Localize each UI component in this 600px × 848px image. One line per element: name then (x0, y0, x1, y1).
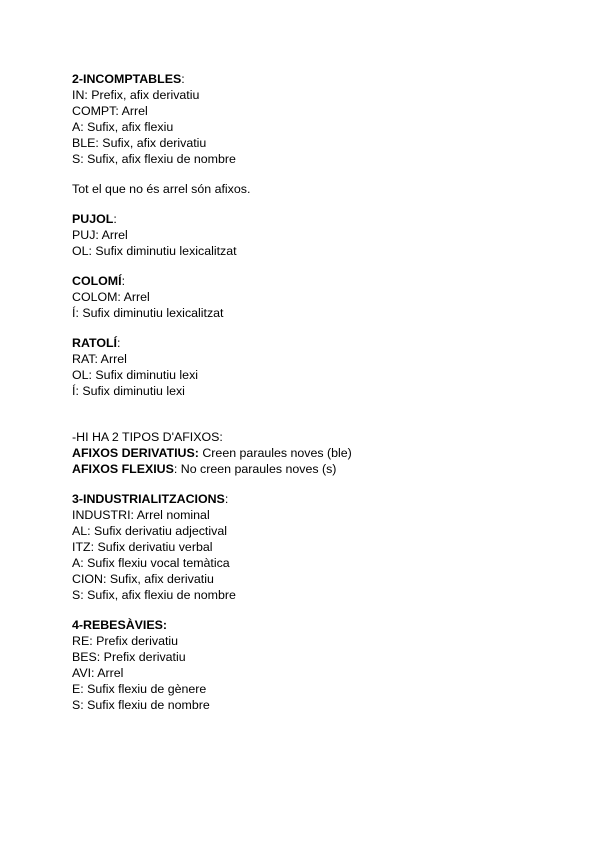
industrialitzacions-line: ITZ: Sufix derivatiu verbal (72, 540, 213, 554)
industrialitzacions-line: CION: Sufix, afix derivatiu (72, 572, 214, 586)
section-heading-pujol: PUJOL: (72, 212, 117, 226)
rebesavies-line: S: Sufix flexiu de nombre (72, 698, 210, 712)
affix-types-intro: -HI HA 2 TIPOS D'AFIXOS: (72, 430, 223, 444)
section-heading-industrialitzacions: 3-INDUSTRIALITZACIONS: (72, 492, 229, 506)
rebesavies-line: E: Sufix flexiu de gènere (72, 682, 207, 696)
pujol-line: OL: Sufix diminutiu lexicalitzat (72, 244, 237, 258)
ratoli-line: OL: Sufix diminutiu lexi (72, 368, 199, 382)
incomptables-line: BLE: Sufix, afix derivatiu (72, 136, 207, 150)
document-text (72, 71, 572, 713)
colomi-line: COLOM: Arrel (72, 290, 150, 304)
rebesavies-line: AVI: Arrel (72, 666, 124, 680)
incomptables-line: COMPT: Arrel (72, 104, 148, 118)
ratoli-line: RAT: Arrel (72, 352, 127, 366)
section-heading-incomptables: 2-INCOMPTABLES: (72, 72, 185, 86)
affix-type-derivatius: AFIXOS DERIVATIUS: Creen paraules noves (ble) (72, 446, 352, 460)
industrialitzacions-line: AL: Sufix derivatiu adjectival (72, 524, 227, 538)
industrialitzacions-line: INDUSTRI: Arrel nominal (72, 508, 210, 522)
section-heading-colomi: COLOMÍ: (72, 274, 126, 288)
pujol-line: PUJ: Arrel (72, 228, 128, 242)
industrialitzacions-line: S: Sufix, afix flexiu de nombre (72, 588, 236, 602)
industrialitzacions-line: A: Sufix flexiu vocal temàtica (72, 556, 230, 570)
affix-note: Tot el que no és arrel són afixos. (72, 182, 251, 196)
rebesavies-line: BES: Prefix derivatiu (72, 650, 186, 664)
ratoli-line: Í: Sufix diminutiu lexi (72, 384, 185, 398)
incomptables-line: S: Sufix, afix flexiu de nombre (72, 152, 236, 166)
incomptables-line: A: Sufix, afix flexiu (72, 120, 174, 134)
affix-type-flexius: AFIXOS FLEXIUS: No creen paraules noves (s) (72, 462, 337, 476)
section-heading-ratoli: RATOLÍ: (72, 336, 121, 350)
colomi-line: Í: Sufix diminutiu lexicalitzat (72, 306, 224, 320)
section-heading-rebesavies: 4-REBESÀVIES: (72, 618, 168, 632)
incomptables-line: IN: Prefix, afix derivatiu (72, 88, 200, 102)
rebesavies-line: RE: Prefix derivatiu (72, 634, 179, 648)
